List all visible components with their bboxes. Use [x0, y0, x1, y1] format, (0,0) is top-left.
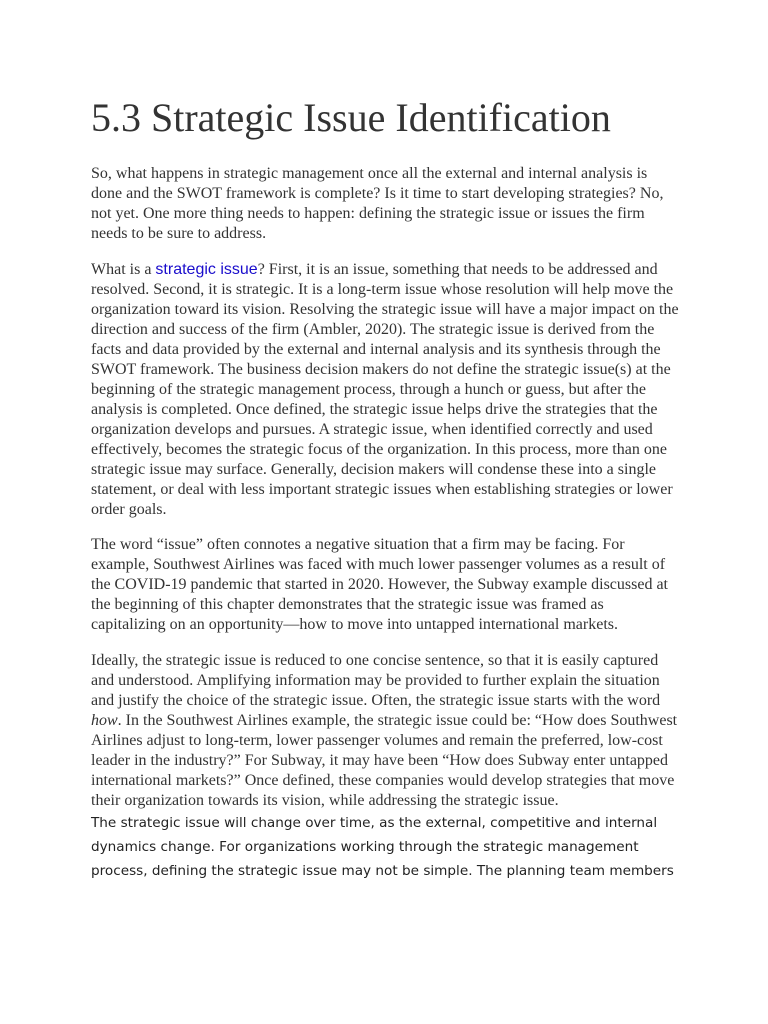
paragraph-issue-word: The word “issue” often connotes a negative situation that a firm may be facing. For example, Southwest Airlines was faced with much lower passenger volumes as a result of the COVID-19 pandemic that started in 2020. However, the Subway example discussed at the beginning of this chapter demonstrates that the strategic issue was framed as capitalizing on an opportunity—how to move into untapped international markets.: [91, 536, 668, 633]
paragraph-definition-rest: ? First, it is an issue, something that needs to be addressed and resolved. Second, it is strategic. It is a long-term issue whose resolution will help move the organization toward its vision. Resolving the strategic issue will have a major impact on the direction and success of the firm (Ambler, 2020). The strategic issue is derived from the facts and data provided by the external and internal analysis and its synthesis through the SWOT framework. The business decision makers do not define the strategic issue(s) at the beginning of the strategic management process, through a hunch or guess, but after the analysis is completed. Once defined, the strategic issue helps drive the strategies that the organization develops and pursues. A strategic issue, when identified correctly and used effectively, becomes the strategic focus of the organization. In this process, more than one strategic issue may surface. Generally, decision makers will condense these into a single statement, or deal with less important strategic issues when establishing strategies or lower order goals.: [91, 261, 679, 518]
paragraph-intro: So, what happens in strategic management once all the external and internal analysis is done and the SWOT framework is complete? Is it time to start developing strategies? No, not yet. One more thing needs to happen: defining the strategic issue or issues the firm needs to be sure to address.: [91, 165, 664, 242]
paragraph-change-line-3: process, defining the strategic issue may not be simple. The planning team members: [91, 863, 674, 879]
paragraph-definition: [91, 260, 681, 520]
paragraph-change-line-2: dynamics change. For organizations working through the strategic management: [91, 839, 639, 855]
paragraph-concise-sentence: [91, 651, 681, 811]
paragraph-change-over-time: [91, 811, 681, 883]
paragraph-definition-start: What is a: [91, 261, 156, 278]
page-title: 5.3 Strategic Issue Identification: [91, 95, 611, 140]
strategic-issue-link[interactable]: strategic issue: [155, 261, 258, 278]
paragraph-change-line-1: The strategic issue will change over time, as the external, competitive and internal: [91, 815, 658, 831]
paragraph-concise-start: Ideally, the strategic issue is reduced to one concise sentence, so that it is easily captured and understood. Amplifying information may be provided to further explain the situation and justify the choice of the strategic issue. Often, the strategic issue starts with the word: [91, 652, 661, 709]
body-text: [91, 164, 681, 883]
emphasis-how: how: [91, 712, 118, 729]
paragraph-concise-rest: . In the Southwest Airlines example, the strategic issue could be: “How does Southwest Airlines adjust to long-term, lower passenger volumes and remain the preferred, low-cost leader in the industry?” For Subway, it may have been “How does Subway enter untapped international markets?” Once defined, these companies would develop strategies that move their organization towards its vision, while addressing the strategic issue.: [91, 712, 678, 809]
